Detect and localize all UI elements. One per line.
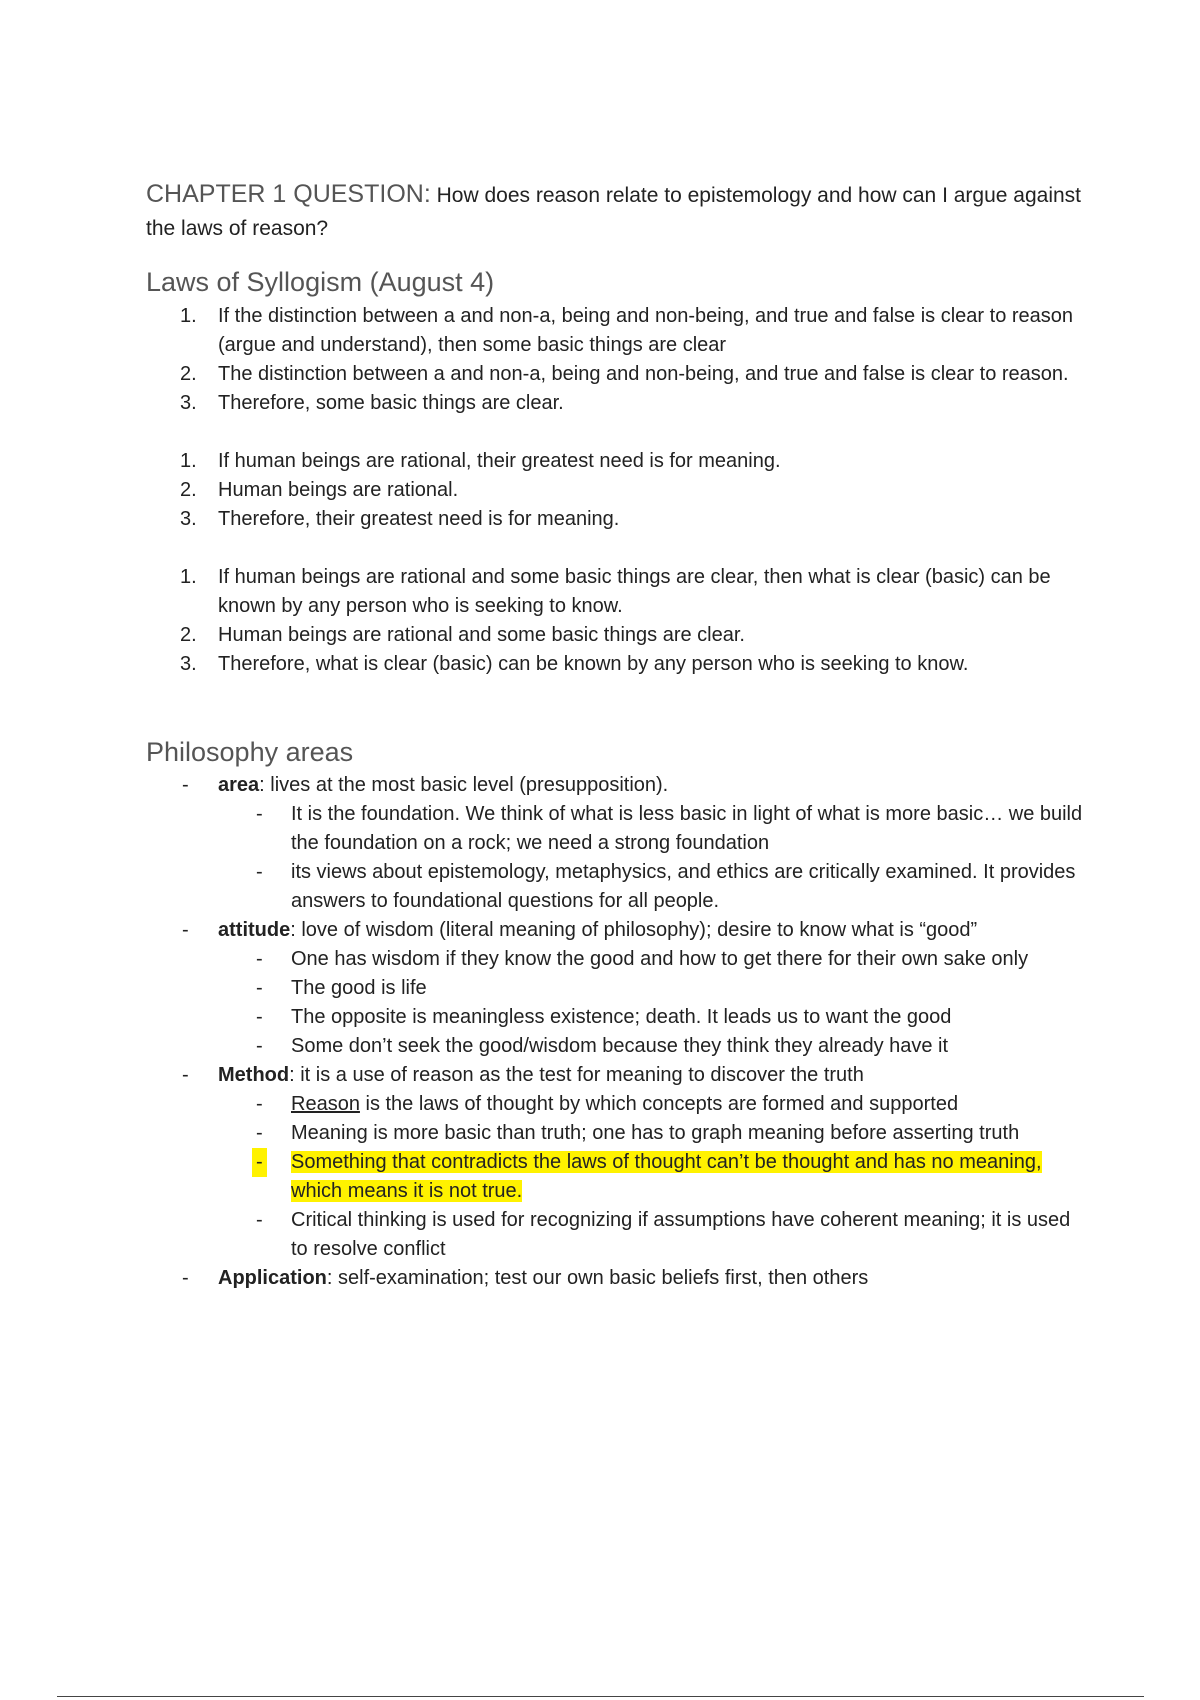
list-number: 3. [180,653,197,675]
chapter-question-text: How does reason relate to epistemology and how can I argue against the laws of reason? [146,184,1082,240]
bullet-dash: - [256,948,263,970]
bullet-dash: - [256,803,263,825]
bullet-dash: - [252,1148,267,1177]
method-text: : it is a use of reason as the test for meaning to discover the truth [289,1064,864,1086]
area-text: : lives at the most basic level (presupposition). [259,774,669,796]
syllogism-1 [146,302,1086,418]
attitude-term: attitude [218,919,291,941]
syllogism-1-premise-2: 2. The distinction between a and non-a, being and non-being, and true and false is clear to reason. [146,360,1086,389]
list-number: 2. [180,624,197,646]
area-sub-item: - its views about epistemology, metaphysics, and ethics are critically examined. It provides answers to foundational questions for all people. [146,858,1086,916]
bullet-dash: - [182,774,189,796]
syllogism-1-conclusion: 3. Therefore, some basic things are clear. [146,389,1086,418]
list-number: 2. [180,363,197,385]
bullet-dash: - [256,977,263,999]
attitude-sub-item: - Some don’t seek the good/wisdom because they think they already have it [146,1032,1086,1061]
area-term: area [218,774,260,796]
method-sub-item: - Critical thinking is used for recognizing if assumptions have coherent meaning; it is used to resolve conflict [146,1206,1086,1264]
chapter-question [146,178,1086,245]
attitude-sub-item: - The opposite is meaningless existence; death. It leads us to want the good [146,1003,1086,1032]
highlighted-text: Something that contradicts the laws of thought can’t be thought and has no meaning, which means it is not true. [291,1151,1042,1202]
syllogism-3-conclusion: 3. Therefore, what is clear (basic) can be known by any person who is seeking to know. [146,650,1086,679]
list-number: 2. [180,479,197,501]
area-sub-item: - It is the foundation. We think of what is less basic in light of what is more basic… we build the foundation on a rock; we need a strong foundation [146,800,1086,858]
method-sub-item: - Reason is the laws of thought by which concepts are formed and supported [146,1090,1086,1119]
list-number: 1. [180,566,197,588]
method-item [146,1061,1086,1090]
bullet-dash: - [256,1093,263,1115]
syllogism-1-premise-1: 1. If the distinction between a and non-a, being and non-being, and true and false is clear to reason (argue and understand), then some basic things are clear [146,302,1086,360]
list-number: 1. [180,450,197,472]
chapter-label: CHAPTER 1 QUESTION: [146,180,431,208]
attitude-sub-item: - One has wisdom if they know the good and how to get there for their own sake only [146,945,1086,974]
list-number: 1. [180,305,197,327]
bullet-dash: - [182,919,189,941]
application-text: : self-examination; test our own basic beliefs first, then others [326,1267,869,1289]
attitude-text: : love of wisdom (literal meaning of philosophy); desire to know what is “good” [290,919,978,941]
document-page [146,178,1086,1293]
area-item [146,771,1086,800]
bullet-dash: - [256,861,263,883]
method-sub-item: - Meaning is more basic than truth; one has to graph meaning before asserting truth [146,1119,1086,1148]
bullet-dash: - [182,1267,189,1289]
method-sub-item-highlighted [146,1148,1086,1206]
list-number: 3. [180,508,197,530]
reason-term: Reason [291,1093,360,1115]
attitude-sub-item: - The good is life [146,974,1086,1003]
method-term: Method [218,1064,290,1086]
syllogism-3 [146,563,1086,679]
philosophy-areas-list [146,771,1086,1293]
bullet-dash: - [182,1064,189,1086]
bullet-dash: - [256,1209,263,1231]
application-item [146,1264,1086,1293]
page-bottom-rule [57,1696,1144,1697]
syllogism-2-premise-2: 2. Human beings are rational. [146,476,1086,505]
application-term: Application [218,1267,327,1289]
syllogism-2-premise-1: 1. If human beings are rational, their greatest need is for meaning. [146,447,1086,476]
bullet-dash: - [256,1006,263,1028]
syllogism-2 [146,447,1086,534]
syllogism-2-conclusion: 3. Therefore, their greatest need is for meaning. [146,505,1086,534]
bullet-dash: - [256,1122,263,1144]
philosophy-areas-heading: Philosophy areas [146,737,354,767]
syllogism-3-premise-1: 1. If human beings are rational and some basic things are clear, then what is clear (basic) can be known by any person who is seeking to know. [146,563,1086,621]
attitude-item [146,916,1086,945]
laws-heading: Laws of Syllogism (August 4) [146,267,495,297]
syllogism-3-premise-2: 2. Human beings are rational and some basic things are clear. [146,621,1086,650]
list-number: 3. [180,392,197,414]
bullet-dash: - [256,1035,263,1057]
